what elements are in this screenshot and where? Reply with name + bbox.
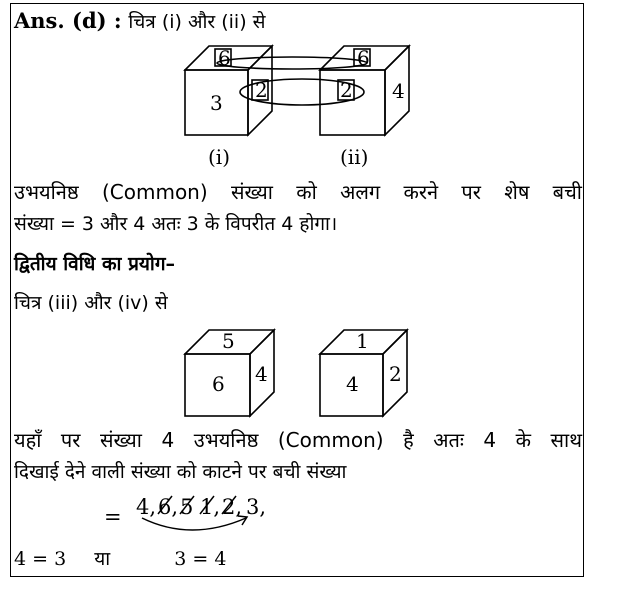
sequence-item-2: 2,	[222, 495, 243, 519]
answer-label: Ans. (d) :	[14, 8, 122, 33]
answer-line	[14, 8, 265, 35]
figure-cubes-i-ii	[180, 40, 420, 170]
cube-iii-top-number: 5	[222, 329, 235, 353]
cube-iv-top-number: 1	[356, 329, 369, 353]
paragraph-1-line-1: उभयनिष्ठ (Common) संख्या को अलग करने पर शेष बची	[14, 180, 582, 204]
paragraph-2-line-1: यहाँ पर संख्या 4 उभयनिष्ठ (Common) है अतः 4 के साथ	[14, 428, 582, 452]
result-right: 3 = 4	[174, 548, 227, 570]
paragraph-2-line-2: दिखाई देने वाली संख्या को काटने पर बची संख्या	[14, 461, 347, 483]
figure-2-intro: चित्र (iii) और (iv) से	[14, 292, 168, 314]
cube-ii-top-number: 6	[357, 46, 370, 70]
paragraph-1-line-2: संख्या = 3 और 4 अतः 3 के विपरीत 4 होगा।	[14, 213, 338, 235]
cube-iv-front-number: 4	[346, 372, 359, 396]
connect-arc	[142, 518, 246, 530]
cube-iv-side-number: 2	[389, 362, 402, 386]
figure-cubes-iii-iv	[180, 324, 420, 424]
cube-iii-side-number: 4	[255, 362, 268, 386]
cube-i-top-number: 6	[218, 46, 231, 70]
cube-ii-side-number: 4	[392, 79, 405, 103]
cube-ii-caption: (ii)	[340, 145, 369, 169]
sequence-item-3: 3,	[246, 495, 267, 519]
cube-ii-front-number: 2	[340, 78, 353, 102]
result-line	[14, 546, 226, 572]
cube-iii-front-number: 6	[212, 372, 225, 396]
sequence-item-1: 1,	[200, 495, 221, 519]
method-heading: द्वितीय विधि का प्रयोग–	[14, 253, 176, 275]
answer-intro: चित्र (i) और (ii) से	[128, 11, 266, 33]
sequence-item-5: 5	[180, 495, 194, 519]
cube-i-caption: (i)	[208, 145, 231, 169]
sequence-equals: =	[104, 505, 122, 529]
sequence-item-4: 4,	[136, 495, 157, 519]
cube-i-side-number: 2	[255, 78, 268, 102]
sequence-item-6: 6,	[158, 495, 179, 519]
cube-i-front-number: 3	[210, 91, 223, 115]
elimination-sequence	[96, 490, 296, 538]
connector-ellipse-top	[217, 57, 367, 69]
result-connector: या	[94, 548, 111, 570]
result-left: 4 = 3	[14, 548, 67, 570]
